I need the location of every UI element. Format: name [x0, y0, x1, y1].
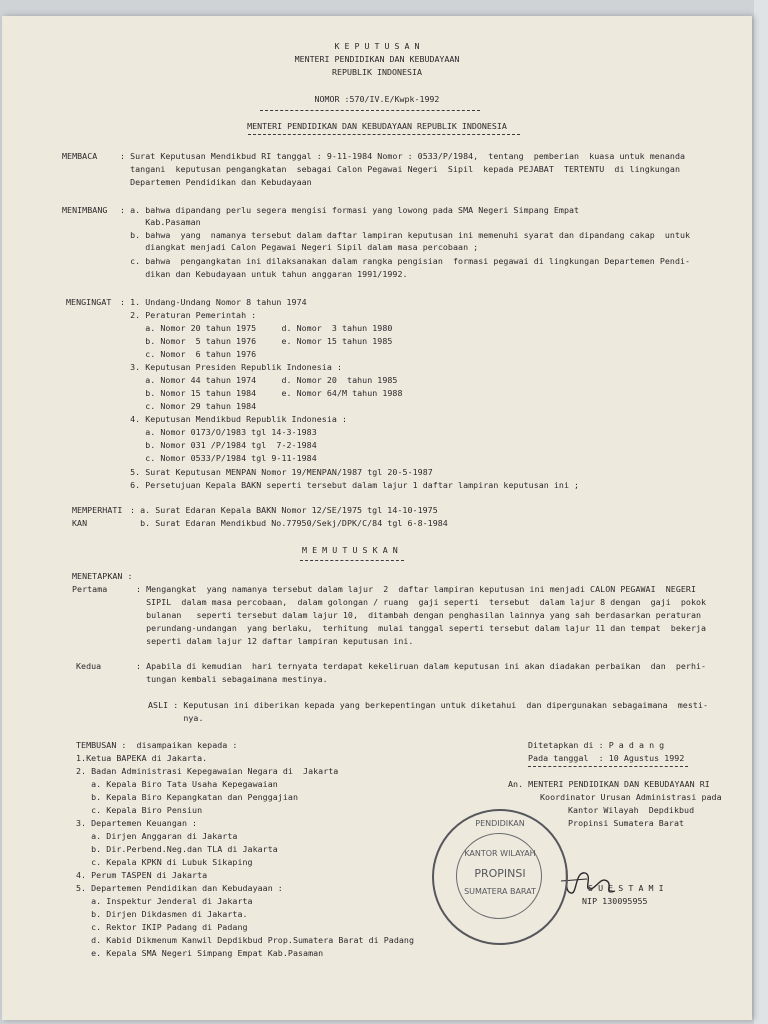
header-rule [260, 110, 480, 111]
mengingat-line: c. Nomor 29 tahun 1984 [120, 401, 257, 411]
place-of-issue: Ditetapkan di : P a d a n g [528, 740, 665, 750]
tembusan-line: c. Kepala Biro Pensiun [76, 805, 203, 815]
tembusan-line: b. Dir.Perbend.Neg.dan TLA di Jakarta [76, 844, 278, 854]
mengingat-line: a. Nomor 20 tahun 1975 d. Nomor 3 tahun 1980 [120, 323, 393, 333]
menimbang-line: diangkat menjadi Calon Pegawai Negeri Sipil dalam masa percobaan ; [120, 242, 479, 252]
menetapkan-label: MENETAPKAN : [72, 571, 133, 581]
document-title: K E P U T U S A N [334, 41, 420, 51]
stamp-line: SUMATERA BARAT [464, 887, 536, 896]
mengingat-line: : 1. Undang-Undang Nomor 8 tahun 1974 [120, 297, 307, 307]
asli-line: ASLI : Keputusan ini diberikan kepada yang berkepentingan untuk diketahui dan dipergunakan sebagaimana mesti- [148, 700, 709, 710]
tembusan-line: a. Dirjen Anggaran di Jakarta [76, 831, 238, 841]
membaca-line: tangani keputusan pengangkatan sebagai Calon Pegawai Negeri Sipil kepada PEJABAT TERTENTU di lingkungan [120, 164, 681, 174]
date-rule [528, 766, 688, 767]
tembusan-line: c. Rektor IKIP Padang di Padang [76, 922, 248, 932]
tembusan-line: a. Kepala Biro Tata Usaha Kepegawaian [76, 779, 278, 789]
signer-province: Propinsi Sumatera Barat [568, 818, 685, 828]
memperhatikan-label: MEMPERHATI [72, 505, 123, 515]
menimbang-line: : a. bahwa dipandang perlu segera mengisi formasi yang lowong pada SMA Negeri Simpang Empat [120, 205, 580, 215]
membaca-line: : Surat Keputusan Mendikbud RI tanggal : 9-11-1984 Nomor : 0533/P/1984, tentang pemberian kuasa untuk menanda [120, 151, 686, 161]
menimbang-label: MENIMBANG [62, 205, 108, 215]
mengingat-line: b. Nomor 5 tahun 1976 e. Nomor 15 tahun 1985 [120, 336, 393, 346]
menimbang-line: c. bahwa pengangkatan ini dilaksanakan dalam rangka pengisian formasi pegawai di lingkungan Departemen Pendi- [120, 256, 691, 266]
pertama-line: : Mengangkat yang namanya tersebut dalam lajur 2 daftar lampiran keputusan ini menjadi CALON PEGAWAI NEGERI [136, 584, 697, 594]
mengingat-label: MENGINGAT [66, 297, 112, 307]
tembusan-line: 2. Badan Administrasi Kepegawaian Negara di Jakarta [76, 766, 339, 776]
menimbang-line: b. bahwa yang namanya tersebut dalam daftar lampiran keputusan ini memenuhi syarat dan dipandang cakap untuk [120, 230, 691, 240]
memutuskan-rule [300, 560, 404, 561]
tembusan-line: 3. Departemen Keuangan : [76, 818, 198, 828]
decree-subtitle: MENTERI PENDIDIKAN DAN KEBUDAYAAN REPUBLIK INDONESIA [247, 121, 507, 131]
memutuskan-heading: M E M U T U S K A N [302, 545, 398, 555]
mengingat-line: a. Nomor 44 tahun 1974 d. Nomor 20 tahun 1985 [120, 375, 398, 385]
pertama-line: perundang-undangan yang berlaku, terhitung mulai tanggal seperti tersebut dalam lajur 11 dan tempat bekerja [136, 623, 707, 633]
kedua-line: tungan kembali sebagaimana mestinya. [136, 674, 328, 684]
pertama-line: seperti dalam lajur 12 daftar lampiran keputusan ini. [136, 636, 414, 646]
signer-office: Kantor Wilayah Depdikbud [568, 805, 695, 815]
membaca-line: Departemen Pendidikan dan Kebudayaan [120, 177, 312, 187]
tembusan-line: a. Inspektur Jenderal di Jakarta [76, 896, 253, 906]
official-stamp [432, 809, 568, 945]
mengingat-line: 2. Peraturan Pemerintah : [120, 310, 257, 320]
date-of-issue: Pada tanggal : 10 Agustus 1992 [528, 753, 685, 763]
pertama-label: Pertama [72, 584, 108, 594]
menimbang-line: dikan dan Kebudayaan untuk tahun anggaran 1991/1992. [120, 269, 408, 279]
memperhatikan-line: : a. Surat Edaran Kepala BAKN Nomor 12/SE/1975 tgl 14-10-1975 [130, 505, 438, 515]
scan-edge [754, 0, 768, 1024]
mengingat-line: a. Nomor 0173/O/1983 tgl 14-3-1983 [120, 427, 317, 437]
tembusan-line: 1.Ketua BAPEKA di Jakarta. [76, 753, 208, 763]
kedua-line: : Apabila di kemudian hari ternyata terdapat kekeliruan dalam keputusan ini akan diadakan perbaikan dan perhi- [136, 661, 707, 671]
mengingat-line: c. Nomor 0533/P/1984 tgl 9-11-1984 [120, 453, 317, 463]
ministry-name: MENTERI PENDIDIKAN DAN KEBUDAYAAN [294, 54, 460, 64]
country-name: REPUBLIK INDONESIA [332, 67, 422, 77]
tembusan-line: 5. Departemen Pendidikan dan Kebudayaan : [76, 883, 283, 893]
pertama-line: SIPIL dalam masa percobaan, dalam golongan / ruang gaji seperti tersebut dalam lajur 8 dengan gaji pokok [136, 597, 707, 607]
tembusan-line: b. Kepala Biro Kepangkatan dan Penggajian [76, 792, 298, 802]
kedua-label: Kedua [76, 661, 102, 671]
on-behalf-of: An. MENTERI PENDIDIKAN DAN KEBUDAYAAN RI [508, 779, 710, 789]
tembusan-line: d. Kabid Dikmenum Kanwil Depdikbud Prop.Sumatera Barat di Padang [76, 935, 415, 945]
menimbang-line: Kab.Pasaman [120, 217, 201, 227]
mengingat-line: 6. Persetujuan Kepala BAKN seperti tersebut dalam lajur 1 daftar lampiran keputusan ini ; [120, 480, 580, 490]
tembusan-line: c. Kepala KPKN di Lubuk Sikaping [76, 857, 253, 867]
tembusan-line: b. Dirjen Dikdasmen di Jakarta. [76, 909, 248, 919]
decree-number: NOMOR :570/IV.E/Kwpk-1992 [314, 94, 440, 104]
signer-name: S U E S T A M I [588, 883, 664, 893]
membaca-label: MEMBACA [62, 151, 98, 161]
mengingat-line: 5. Surat Keputusan MENPAN Nomor 19/MENPAN/1987 tgl 20-5-1987 [120, 467, 433, 477]
subtitle-rule [248, 134, 520, 135]
asli-line: nya. [148, 713, 204, 723]
mengingat-line: b. Nomor 15 tahun 1984 e. Nomor 64/M tahun 1988 [120, 388, 403, 398]
stamp-line: KANTOR WILAYAH [464, 849, 536, 858]
mengingat-line: 4. Keputusan Mendikbud Republik Indonesia : [120, 414, 348, 424]
stamp-line: PROPINSI [474, 867, 526, 880]
document-page [2, 16, 752, 1020]
tembusan-line: e. Kepala SMA Negeri Simpang Empat Kab.Pasaman [76, 948, 324, 958]
signer-role: Koordinator Urusan Administrasi pada [540, 792, 722, 802]
pertama-line: bulanan seperti tersebut dalam lajur 10, ditambah dengan penghasilan lainnya yang sah berdasarkan peraturan [136, 610, 702, 620]
stamp-top-text: PENDIDIKAN [475, 819, 525, 828]
tembusan-line: 4. Perum TASPEN di Jakarta [76, 870, 208, 880]
memperhatikan-label-cont: KAN [72, 518, 88, 528]
mengingat-line: c. Nomor 6 tahun 1976 [120, 349, 257, 359]
mengingat-line: 3. Keputusan Presiden Republik Indonesia : [120, 362, 342, 372]
tembusan-line: TEMBUSAN : disampaikan kepada : [76, 740, 238, 750]
memperhatikan-line: b. Surat Edaran Mendikbud No.77950/Sekj/DPK/C/84 tgl 6-8-1984 [130, 518, 448, 528]
signer-nip: NIP 130095955 [582, 896, 648, 906]
mengingat-line: b. Nomor 031 /P/1984 tgl 7-2-1984 [120, 440, 317, 450]
